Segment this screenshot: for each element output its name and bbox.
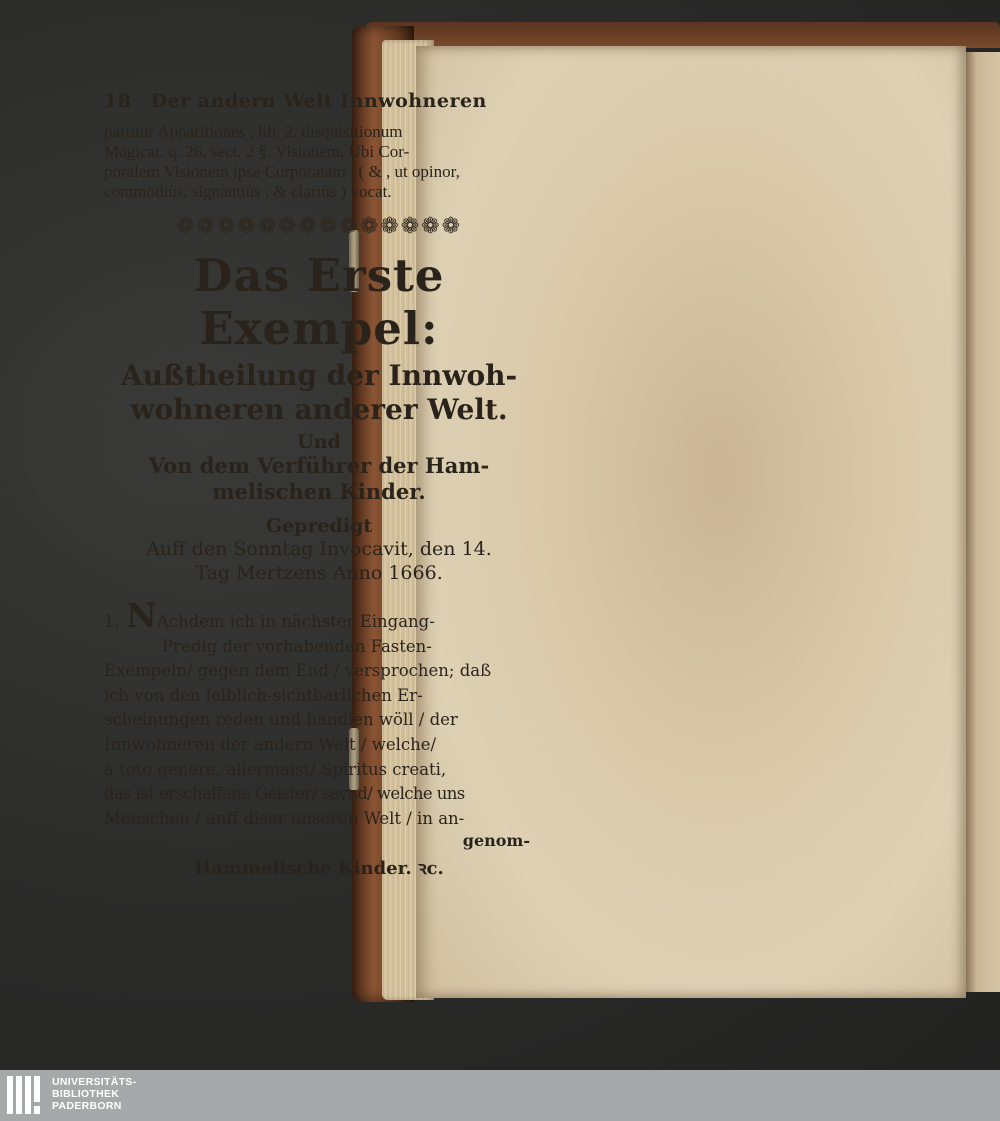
marginal-footer-note: Hammelische Kinder. ꝛc.	[194, 858, 444, 880]
catchword: genom-	[462, 831, 530, 851]
facing-page-edge	[966, 52, 1000, 992]
date-line: Auff den Sonntag Invocavit, den 14.	[146, 538, 492, 560]
library-name-line: BIBLIOTHEK	[52, 1088, 120, 1100]
chapter-subheading	[104, 359, 534, 427]
chapter-heading: Das Erste Exempel:	[193, 249, 445, 355]
running-head-title: Der andern Welt Innwohneren	[150, 90, 487, 112]
body-line	[104, 596, 534, 636]
body-line: scheinungen reden und handlen wöll / der	[104, 710, 458, 730]
subheading-line: Außtheilung der Innwoh-	[120, 359, 518, 392]
latin-line: Magicar. q. 26. sect. 2 §. Visionem. Ubi Cor-	[104, 142, 410, 161]
latin-line: poralem Visionem ipse Corporatam , ( & , ut opinor,	[104, 162, 460, 181]
subheading2-line: melischen Kinder.	[212, 479, 426, 504]
body-line: das ist erschaffene Geister/ seynd/ welche uns	[104, 784, 465, 804]
body-line: Exempeln/ gegen dem End / versprochen; daß	[104, 661, 492, 681]
subheading-line: wohneren anderer Welt.	[130, 393, 508, 426]
body-paragraph	[104, 596, 534, 831]
book-cover-top	[366, 22, 1000, 48]
library-name-line: UNIVERSITÄTS-	[52, 1076, 137, 1088]
body-line-text: Achdem ich in nächster Eingang-	[156, 612, 435, 631]
body-line: Menschen / auff diser unseren Welt / in an-	[104, 808, 465, 828]
date-line: Tag Mertzens Anno 1666.	[195, 562, 443, 584]
body-line: Innwohneren der andern Welt / welche/	[104, 734, 437, 754]
page-text	[104, 90, 534, 880]
latin-line: commodiùs, signantiùs , & clariùs ) vocat.	[104, 182, 392, 201]
library-footer-bar	[0, 1070, 1000, 1121]
latin-line: partitur Apparitiones , lib. 2. disquisitionum	[104, 122, 403, 141]
conjunction-line: Und	[297, 431, 341, 453]
paragraph-number: 1.	[104, 612, 120, 631]
preached-label: Gepredigt	[265, 515, 373, 537]
sermon-date	[104, 537, 534, 585]
library-bars-logo-icon	[7, 1076, 47, 1114]
body-line: ich von den leiblich-sichtbarlichen Er-	[104, 685, 423, 705]
ornament-row: ❁❁❁❁❁❁❁❁❁❁❁❁❁❁	[175, 214, 463, 239]
page-number: 18	[104, 90, 132, 112]
body-line: à toto genere, allermaist/ Spiritus creati,	[104, 759, 447, 779]
running-head	[104, 90, 534, 112]
library-name	[52, 1076, 136, 1112]
chapter-subheading-2	[104, 453, 534, 505]
subheading2-line: Von dem Verführer der Ham-	[148, 453, 490, 478]
latin-paragraph	[104, 122, 534, 202]
body-line: Predig der vorhabenden Fasten-	[162, 636, 432, 656]
drop-cap: N	[125, 596, 157, 636]
library-name-line: PADERBORN	[52, 1100, 122, 1112]
